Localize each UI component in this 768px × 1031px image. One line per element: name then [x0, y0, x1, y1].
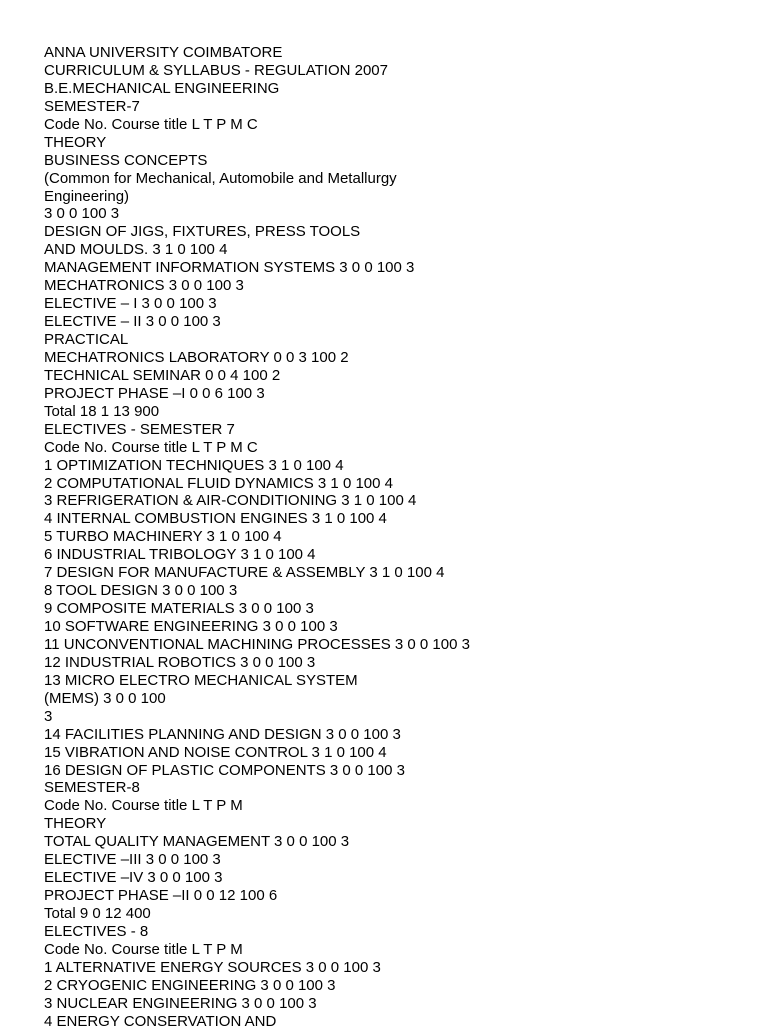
text-line: Code No. Course title L T P M C	[44, 115, 258, 133]
text-line: 7 DESIGN FOR MANUFACTURE & ASSEMBLY 3 1 0 100 4	[44, 564, 445, 582]
text-line: TECHNICAL SEMINAR 0 0 4 100 2	[44, 366, 281, 384]
text-line: 5 TURBO MACHINERY 3 1 0 100 4	[44, 528, 282, 546]
text-line: 4 INTERNAL COMBUSTION ENGINES 3 1 0 100 4	[44, 510, 387, 528]
text-line: MECHATRONICS 3 0 0 100 3	[44, 277, 244, 295]
text-line: TOTAL QUALITY MANAGEMENT 3 0 0 100 3	[44, 833, 350, 851]
text-line: Code No. Course title L T P M C	[44, 438, 258, 456]
text-line: 8 TOOL DESIGN 3 0 0 100 3	[44, 582, 238, 600]
text-line: 2 COMPUTATIONAL FLUID DYNAMICS 3 1 0 100 4	[44, 474, 393, 492]
text-line: PROJECT PHASE –I 0 0 6 100 3	[44, 384, 265, 402]
text-line: 12 INDUSTRIAL ROBOTICS 3 0 0 100 3	[44, 653, 316, 671]
document-page	[44, 44, 744, 1031]
text-line: Total 9 0 12 400	[44, 905, 151, 922]
text-line: 2 CRYOGENIC ENGINEERING 3 0 0 100 3	[44, 976, 336, 994]
text-line: CURRICULUM & SYLLABUS - REGULATION 2007	[44, 61, 388, 79]
text-line: ELECTIVE –IV 3 0 0 100 3	[44, 869, 223, 887]
text-line: ELECTIVE – I 3 0 0 100 3	[44, 295, 217, 313]
text-line: 1 OPTIMIZATION TECHNIQUES 3 1 0 100 4	[44, 456, 344, 474]
text-line: THEORY	[44, 815, 107, 833]
text-line: 14 FACILITIES PLANNING AND DESIGN 3 0 0 100 3	[44, 725, 401, 743]
text-line: DESIGN OF JIGS, FIXTURES, PRESS TOOLS	[44, 223, 361, 241]
text-line: BUSINESS CONCEPTS	[44, 151, 208, 169]
text-line: MANAGEMENT INFORMATION SYSTEMS 3 0 0 100 3	[44, 259, 415, 277]
text-line: (Common for Mechanical, Automobile and Metallurgy	[44, 169, 397, 187]
text-line: SEMESTER-8	[44, 779, 140, 797]
text-line: 16 DESIGN OF PLASTIC COMPONENTS 3 0 0 100 3	[44, 761, 405, 779]
text-line: 6 INDUSTRIAL TRIBOLOGY 3 1 0 100 4	[44, 546, 316, 564]
text-line: PRACTICAL	[44, 331, 129, 348]
text-line: ELECTIVES - 8	[44, 922, 149, 940]
text-line: 3 REFRIGERATION & AIR-CONDITIONING 3 1 0 100 4	[44, 492, 417, 510]
text-line: ELECTIVE –III 3 0 0 100 3	[44, 851, 221, 869]
text-line: 1 ALTERNATIVE ENERGY SOURCES 3 0 0 100 3	[44, 958, 381, 976]
text-line: 11 UNCONVENTIONAL MACHINING PROCESSES 3 0 0 100 3	[44, 635, 470, 653]
text-line: Engineering)	[44, 187, 130, 205]
text-line: (MEMS) 3 0 0 100	[44, 689, 166, 707]
text-line: 9 COMPOSITE MATERIALS 3 0 0 100 3	[44, 600, 314, 618]
text-line: 13 MICRO ELECTRO MECHANICAL SYSTEM	[44, 671, 358, 689]
text-line: ELECTIVE – II 3 0 0 100 3	[44, 313, 221, 331]
text-line: Code No. Course title L T P M	[44, 797, 243, 815]
text-line: SEMESTER-7	[44, 97, 140, 115]
text-line: 10 SOFTWARE ENGINEERING 3 0 0 100 3	[44, 618, 338, 635]
text-line: PROJECT PHASE –II 0 0 12 100 6	[44, 887, 278, 905]
text-line: THEORY	[44, 133, 107, 151]
text-line: 15 VIBRATION AND NOISE CONTROL 3 1 0 100 4	[44, 743, 387, 761]
text-line: 3	[44, 707, 53, 725]
text-line: MECHATRONICS LABORATORY 0 0 3 100 2	[44, 348, 349, 366]
text-line: 3 NUCLEAR ENGINEERING 3 0 0 100 3	[44, 994, 317, 1012]
text-line: 3 0 0 100 3	[44, 205, 120, 223]
text-line: ANNA UNIVERSITY COIMBATORE	[44, 44, 283, 61]
text-line: Code No. Course title L T P M	[44, 940, 243, 958]
text-line: Total 18 1 13 900	[44, 402, 160, 420]
text-line: ELECTIVES - SEMESTER 7	[44, 420, 235, 438]
text-line: B.E.MECHANICAL ENGINEERING	[44, 79, 280, 97]
text-line: AND MOULDS. 3 1 0 100 4	[44, 241, 228, 259]
text-line: 4 ENERGY CONSERVATION AND	[44, 1012, 277, 1030]
